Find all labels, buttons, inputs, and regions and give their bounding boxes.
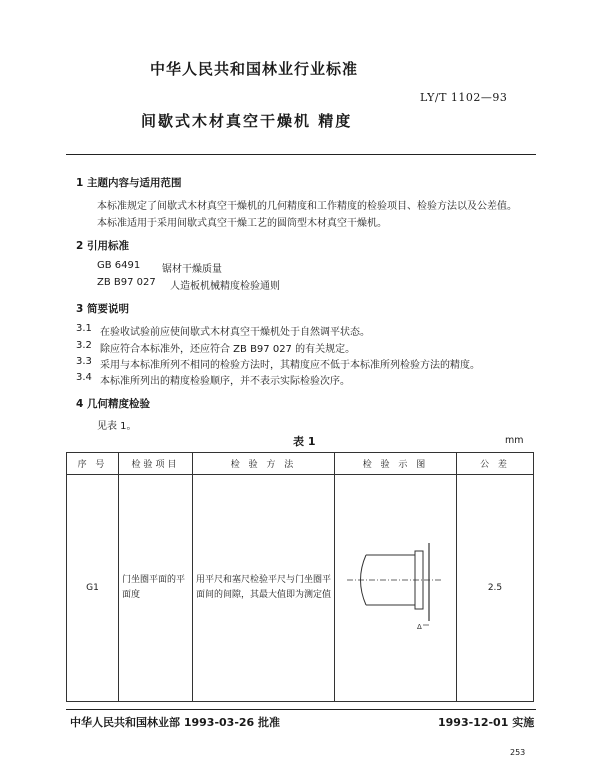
standard-code: LY/T 1102—93	[420, 91, 508, 104]
table-caption: 表 1	[293, 435, 316, 448]
cell-method: 用平尺和塞尺检验平尺与门坐圈平面间的间隙，其最大值即为测定值	[193, 475, 335, 702]
item-3-3-number: 3.3	[76, 356, 92, 367]
item-3-1-text: 在验收试验前应使间歇式木材真空干燥机处于自然调平状态。	[100, 327, 370, 338]
section-1-heading: 1 主题内容与适用范围	[76, 177, 182, 189]
section-4-heading: 4 几何精度检验	[76, 398, 150, 410]
item-3-4-number: 3.4	[76, 372, 92, 383]
item-3-1-number: 3.1	[76, 323, 92, 334]
cell-diagram	[335, 475, 457, 702]
item-3-2-text: 除应符合本标准外，还应符合 ZB B97 027 的有关规定。	[100, 344, 356, 355]
header-serial: 序 号	[67, 453, 119, 475]
gap-label: Δ	[416, 622, 422, 631]
header-item: 检验项目	[119, 453, 193, 475]
reference-2-code: ZB B97 027	[97, 277, 156, 288]
cell-tolerance: 2.5	[457, 475, 534, 702]
page-number: 253	[510, 748, 526, 757]
reference-1-title: 锯材干燥质量	[162, 264, 222, 275]
organization-title: 中华人民共和国林业行业标准	[150, 60, 359, 78]
section-3-heading: 3 简要说明	[76, 303, 129, 315]
footer-divider	[66, 709, 536, 710]
see-table-note: 见表 1。	[97, 421, 137, 432]
item-3-4-text: 本标准所列出的精度检验顺序，并不表示实际检验次序。	[100, 376, 350, 387]
flatness-check-diagram	[341, 537, 451, 637]
reference-1-code: GB 6491	[97, 260, 141, 271]
implementation-date: 1993-12-01 实施	[438, 716, 535, 729]
cell-serial: G1	[67, 475, 119, 702]
section-2-heading: 2 引用标准	[76, 240, 129, 252]
item-3-2-number: 3.2	[76, 340, 92, 351]
table-row	[67, 475, 534, 702]
reference-2-title: 人造板机械精度检验通则	[170, 281, 280, 292]
table-unit: mm	[505, 435, 524, 446]
table-header-row	[67, 453, 534, 475]
header-diagram: 检 验 示 图	[335, 453, 457, 475]
tolerance-table	[66, 452, 534, 702]
item-3-3-text: 采用与本标准所列不相同的检验方法时，其精度应不低于本标准所列检验方法的精度。	[100, 360, 480, 371]
header-tolerance: 公 差	[457, 453, 534, 475]
approval-statement: 中华人民共和国林业部 1993-03-26 批准	[70, 716, 281, 729]
section-1-paragraph-1: 本标准规定了间歇式木材真空干燥机的几何精度和工作精度的检验项目、检验方法以及公差值。	[97, 201, 517, 212]
document-title: 间歇式木材真空干燥机 精度	[141, 112, 353, 130]
header-method: 检 验 方 法	[193, 453, 335, 475]
cell-item: 门坐圈平面的平面度	[119, 475, 193, 702]
section-1-paragraph-2: 本标准适用于采用间歇式真空干燥工艺的圆筒型木材真空干燥机。	[97, 218, 387, 229]
header-divider	[66, 154, 536, 155]
